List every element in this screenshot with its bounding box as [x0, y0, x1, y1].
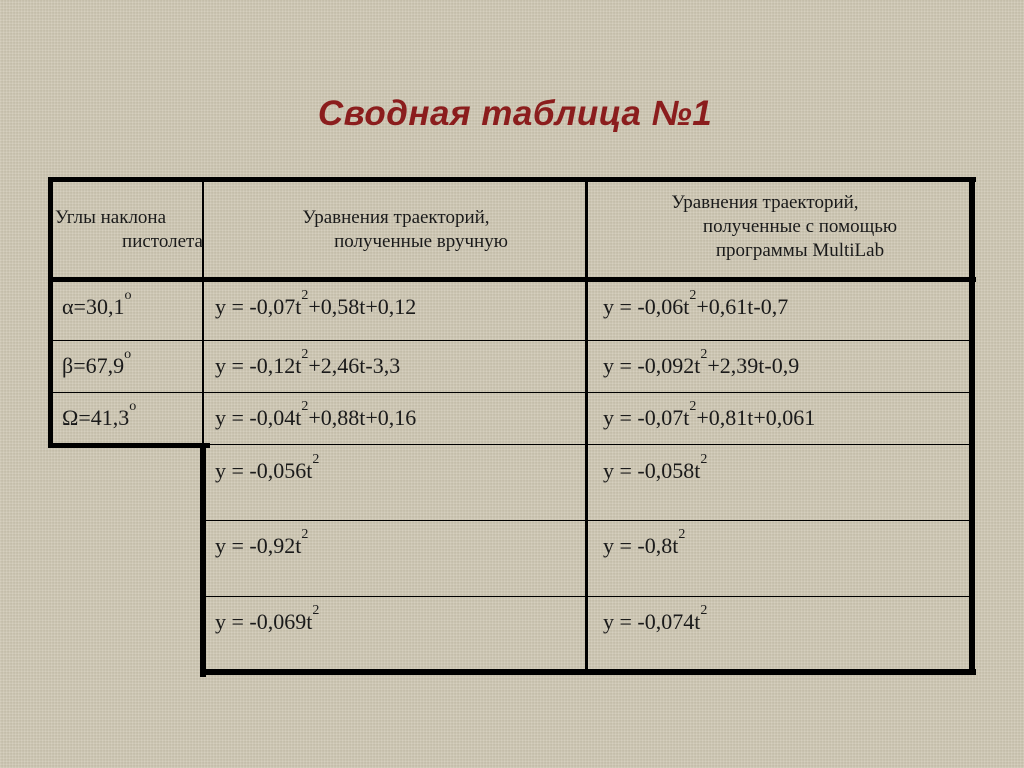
header-separator — [48, 277, 976, 282]
manual-equation: $y = -0,12t^2+2,46t-3,3$ — [215, 347, 401, 378]
header-multilab-line2: полученные с помощью — [702, 216, 898, 237]
header-multilab — [590, 191, 970, 263]
header-multilab-line3: программы MultiLab — [715, 240, 885, 261]
manual-equation: $y = -0,056t^2$ — [215, 452, 320, 483]
angle-value: =30,1 — [73, 294, 125, 319]
table-border-left-upper — [48, 177, 53, 448]
manual-equation: $y = -0,07t^2+0,58t+0,12$ — [215, 288, 417, 319]
header-manual — [206, 206, 586, 254]
table-border-step — [48, 443, 210, 448]
row-divider — [204, 596, 972, 597]
row-divider — [204, 444, 972, 445]
multilab-equation: $y = -0,07t^2+0,81t+0,061$ — [603, 399, 816, 430]
multilab-equation: $y = -0,8t^2$ — [603, 527, 686, 558]
angle-value: =41,3 — [78, 405, 130, 430]
row-divider — [50, 340, 972, 341]
degree-mark: о — [129, 399, 137, 414]
multilab-equation: $y = -0,058t^2$ — [603, 452, 708, 483]
manual-equation: $y = -0,92t^2$ — [215, 527, 309, 558]
row-divider — [50, 392, 972, 393]
multilab-equation: $y = -0,074t^2$ — [603, 603, 708, 634]
degree-mark: о — [124, 288, 132, 303]
angle-value: =67,9 — [73, 353, 125, 378]
table-border-bottom — [200, 669, 976, 675]
angle-cell — [62, 399, 137, 431]
page-title: Сводная таблица №1 — [317, 94, 713, 133]
table-border-left-lower — [200, 443, 206, 677]
manual-equation: $y = -0,069t^2$ — [215, 603, 320, 634]
table-border-top — [48, 177, 976, 182]
header-angles-line1: Углы наклона — [55, 207, 167, 228]
angle-cell — [62, 347, 132, 379]
angle-symbol: Ω — [62, 405, 79, 430]
multilab-equation: $y = -0,06t^2+0,61t-0,7$ — [603, 288, 789, 319]
header-angles — [55, 206, 203, 254]
angle-cell — [62, 288, 132, 320]
header-manual-line1: Уравнения траекторий, — [302, 207, 490, 228]
header-multilab-line1: Уравнения траекторий, — [671, 192, 859, 213]
row-divider — [204, 520, 972, 521]
angle-symbol: α — [62, 294, 74, 319]
angle-symbol: β — [62, 353, 74, 378]
header-manual-line2: полученные вручную — [334, 231, 508, 252]
degree-mark: о — [124, 347, 132, 362]
manual-equation: $y = -0,04t^2+0,88t+0,16$ — [215, 399, 417, 430]
header-angles-line2: пистолета — [122, 231, 203, 252]
multilab-equation: $y = -0,092t^2+2,39t-0,9$ — [603, 347, 800, 378]
